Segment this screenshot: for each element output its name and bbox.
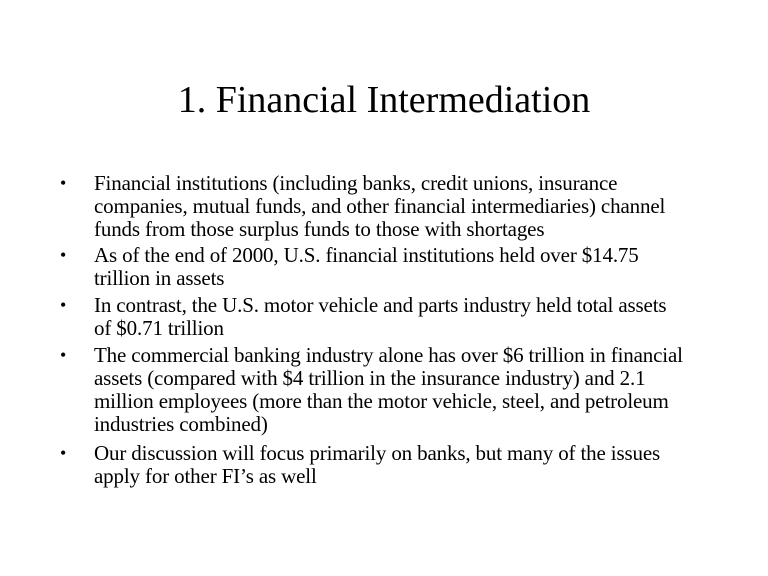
bullet-text-line: funds from those surplus funds to those with shortages xyxy=(94,217,545,241)
bullet-text-line: million employees (more than the motor vehicle, steel, and petroleum xyxy=(94,389,669,413)
bullet-text-line: assets (compared with $4 trillion in the insurance industry) and 2.1 xyxy=(94,366,646,390)
bullet-text-line: apply for other FI’s as well xyxy=(94,464,317,488)
bullet-text-line: The commercial banking industry alone has over $6 trillion in financial xyxy=(94,343,683,367)
bullet-text-line: As of the end of 2000, U.S. financial institutions held over $14.75 xyxy=(94,243,639,267)
bullet-text-line: Our discussion will focus primarily on banks, but many of the issues xyxy=(94,441,661,465)
bullet-text-line: Financial institutions (including banks, credit unions, insurance xyxy=(94,171,618,195)
bullet-text-line: trillion in assets xyxy=(94,266,225,290)
bullet-icon: • xyxy=(60,345,67,365)
bullet-icon: • xyxy=(60,295,67,315)
bullet-icon: • xyxy=(60,245,67,265)
bullet-text-line: of $0.71 trillion xyxy=(94,316,224,340)
bullet-text-line: In contrast, the U.S. motor vehicle and parts industry held total assets xyxy=(94,293,667,317)
bullet-icon: • xyxy=(60,443,67,463)
slide-title: 1. Financial Intermediation xyxy=(177,79,591,121)
bullet-text-line: industries combined) xyxy=(94,412,268,436)
bullet-text-line: companies, mutual funds, and other financial intermediaries) channel xyxy=(94,194,666,218)
bullet-icon: • xyxy=(60,173,67,193)
